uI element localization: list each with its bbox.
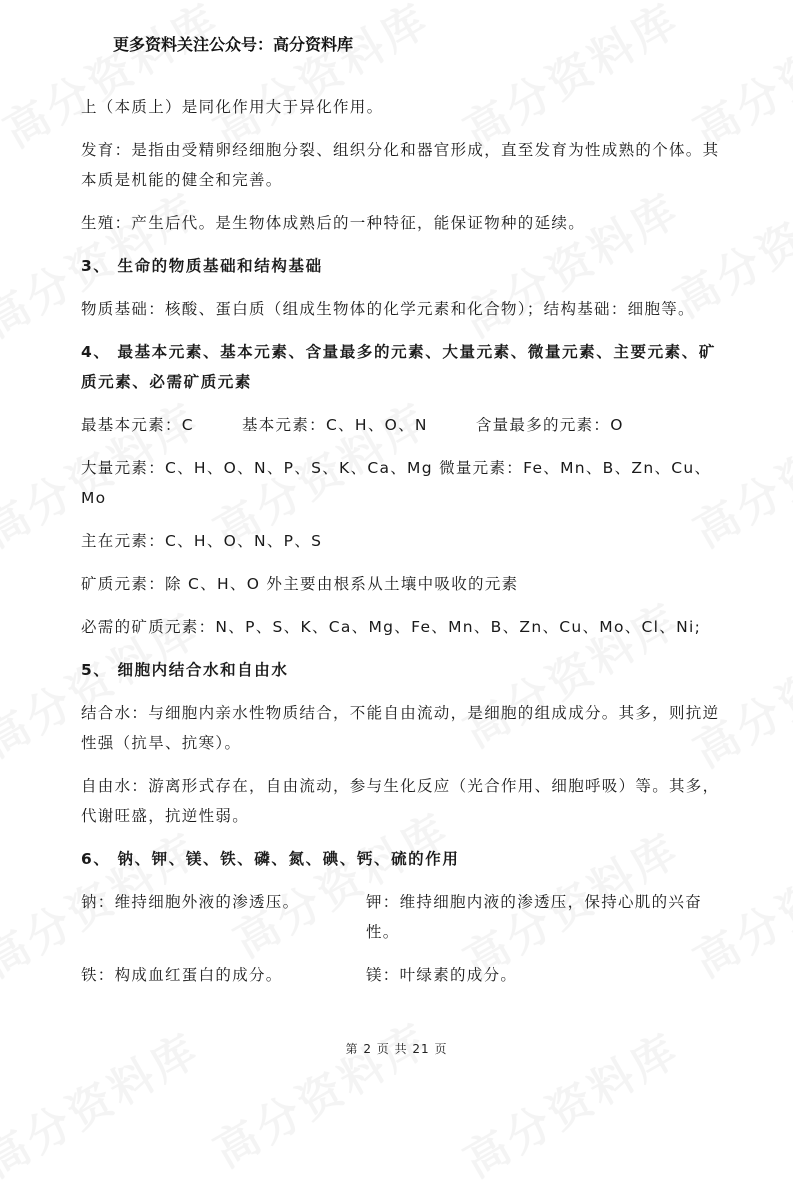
most-content-element: 含量最多的元素：O [475, 416, 624, 434]
paragraph: 结合水：与细胞内亲水性物质结合，不能自由流动，是细胞的组成成分。其多，则抗逆性强（抗旱、抗寒）。 [81, 704, 720, 752]
paragraph: 发育：是指由受精卵经细胞分裂、组织分化和器官形成，直至发育为性成熟的个体。其本质是机能的健全和完善。 [81, 141, 720, 189]
section-heading: 3、 生命的物质基础和结构基础 [81, 257, 323, 275]
section-heading: 6、 钠、钾、镁、铁、磷、氮、碘、钙、硫的作用 [81, 850, 460, 868]
page-header: 更多资料关注公众号：高分资料库 [113, 35, 354, 54]
basic-elements: 基本元素：C、H、O、N [241, 416, 428, 434]
page-footer: 第 2 页 共 21 页 [345, 1042, 448, 1056]
paragraph: 上（本质上）是同化作用大于异化作用。 [81, 98, 384, 116]
paragraph: 主在元素：C、H、O、N、P、S [81, 532, 323, 550]
potassium-function: 钾：维持细胞内液的渗透压，保持心肌的兴奋性。 [366, 893, 703, 941]
magnesium-function: 镁：叶绿素的成分。 [366, 966, 518, 984]
paragraph: 大量元素：C、H、O、N、P、S、K、Ca、Mg 微量元素：Fe、Mn、B、Zn、Cu、Mo [81, 459, 712, 507]
paragraph: 矿质元素：除 C、H、O 外主要由根系从土壤中吸收的元素 [81, 575, 519, 593]
iron-function: 铁：构成血红蛋白的成分。 [81, 966, 283, 984]
paragraph: 物质基础：核酸、蛋白质（组成生物体的化学元素和化合物）；结构基础：细胞等。 [81, 300, 695, 318]
paragraph: 自由水：游离形式存在，自由流动，参与生化反应（光合作用、细胞呼吸）等。其多，代谢旺盛，抗逆性弱。 [81, 777, 720, 825]
elements-row [81, 410, 721, 440]
basic-most-element: 最基本元素：C [81, 416, 194, 434]
section-heading: 5、 细胞内结合水和自由水 [81, 661, 289, 679]
sodium-function: 钠：维持细胞外液的渗透压。 [81, 893, 300, 911]
document-body [81, 92, 721, 1003]
ion-row [81, 887, 721, 947]
watermark [200, 1004, 440, 1179]
paragraph: 必需的矿质元素：N、P、S、K、Ca、Mg、Fe、Mn、B、Zn、Cu、Mo、Cl、Ni; [81, 618, 702, 636]
ion-row [81, 960, 721, 990]
paragraph: 生殖：产生后代。是生物体成熟后的一种特征，能保证物种的延续。 [81, 214, 586, 232]
section-heading: 4、 最基本元素、基本元素、含量最多的元素、大量元素、微量元素、主要元素、矿质元素、必需矿质元素 [81, 343, 716, 391]
